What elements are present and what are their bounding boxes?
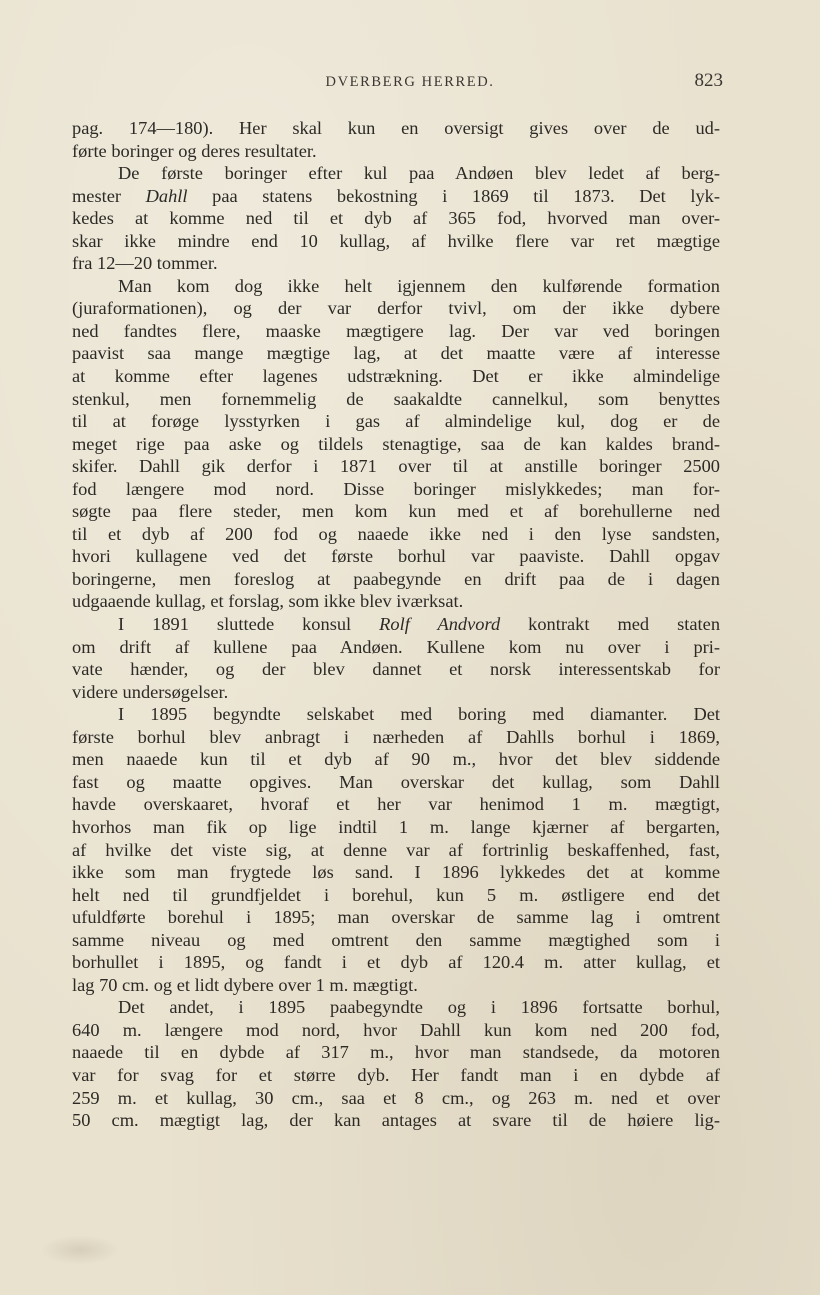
text-line: (juraformationen), og der var derfor tvivl, om der ikke dybere <box>72 298 720 319</box>
text-line: var for svag for et større dyb. Her fandt man i en dybde af <box>72 1064 720 1085</box>
text-line: til at forøge lysstyrken i gas af almindelige kul, dog er de <box>72 411 720 432</box>
text-line: lag 70 cm. og et lidt dybere over 1 m. mægtigt. <box>72 974 418 995</box>
text-line: 259 m. et kullag, 30 cm., saa et 8 cm., og 263 m. ned et over <box>72 1087 720 1108</box>
text-line: 640 m. længere mod nord, hvor Dahll kun kom ned 200 fod, <box>72 1019 720 1040</box>
text-run: kontrakt med staten <box>500 614 721 635</box>
text-line: paavist saa mange mægtige lag, at det maatte være af interesse <box>72 343 720 364</box>
page-header <box>0 70 820 94</box>
text-line: søgte paa flere steder, men kom kun med et af borehullerne ned <box>72 501 720 522</box>
text-line: om drift af kullene paa Andøen. Kullene kom nu over i pri- <box>72 636 720 657</box>
text-line: 50 cm. mægtigt lag, der kan antages at svare til de høiere lig- <box>72 1110 720 1131</box>
text-line: første borhul blev anbragt i nærheden af Dahlls borhul i 1869, <box>72 726 720 747</box>
text-line: at komme efter lagenes udstrækning. Det er ikke almindelige <box>72 366 720 387</box>
text-line: vate hænder, og der blev dannet et norsk interessentskab for <box>72 659 720 680</box>
text-line: pag. 174—180). Her skal kun en oversigt gives over de ud- <box>72 118 720 138</box>
text-line: ned fandtes flere, maaske mægtigere lag. Der var ved boringen <box>72 320 720 341</box>
body-text <box>72 117 720 1132</box>
page-number: 823 <box>694 70 723 91</box>
text-line: udgaaende kullag, et forslag, som ikke blev iværksat. <box>72 591 464 612</box>
text-line: De første boringer efter kul paa Andøen blev ledet af berg- <box>118 163 720 184</box>
text-line: ufuldførte borehul i 1895; man overskar de samme lag i omtrent <box>72 907 720 928</box>
text-line: kedes at komme ned til et dyb af 365 fod, hvorved man over- <box>72 208 720 229</box>
text-run: mester <box>72 185 146 206</box>
text-line: boringerne, men foreslog at paabegynde en drift paa de i dagen <box>72 568 720 589</box>
text-line: førte boringer og deres resultater. <box>72 140 317 161</box>
italic-name: Rolf Andvord <box>379 614 501 635</box>
text-line: Man kom dog ikke helt igjennem den kulførende formation <box>118 275 720 296</box>
text-line: skifer. Dahll gik derfor i 1871 over til at anstille boringer 2500 <box>72 456 720 477</box>
text-line: borhullet i 1895, og fandt i et dyb af 120.4 m. atter kullag, et <box>72 952 720 973</box>
text-line: men naaede kun til et dyb af 90 m., hvor det blev siddende <box>72 749 720 770</box>
text-line: havde overskaaret, hvoraf et her var henimod 1 m. mægtigt, <box>72 794 720 815</box>
text-line: fod længere mod nord. Disse boringer mislykkedes; man for- <box>72 478 720 499</box>
text-line: videre undersøgelser. <box>72 681 229 702</box>
text-line: helt ned til grundfjeldet i borehul, kun 5 m. østligere end det <box>72 884 720 905</box>
text-line: samme niveau og med omtrent den samme mægtighed som i <box>72 929 720 950</box>
text-line: fast og maatte opgives. Man overskar det kullag, som Dahll <box>72 771 720 792</box>
text-line: ikke som man frygtede løs sand. I 1896 lykkedes det at komme <box>72 862 720 883</box>
text-run: paa statens bekostning i 1869 til 1873. Det lyk- <box>187 185 720 206</box>
text-line: fra 12—20 tommer. <box>72 253 218 274</box>
text-line: af hvilke det viste sig, at denne var af fortrinlig beskaffenhed, fast, <box>72 839 720 860</box>
paper-smudge <box>40 1235 120 1265</box>
text-line: stenkul, men fornemmelig de saakaldte cannelkul, som benyttes <box>72 388 720 409</box>
running-head: DVERBERG HERRED. <box>325 74 495 90</box>
italic-name: Dahll <box>145 185 188 206</box>
text-line: til et dyb af 200 fod og naaede ikke ned i den lyse sandsten, <box>72 523 720 544</box>
text-line: skar ikke mindre end 10 kullag, af hvilke flere var ret mægtige <box>72 230 720 251</box>
text-line: I 1895 begyndte selskabet med boring med diamanter. Det <box>118 704 720 725</box>
text-line: naaede til en dybde af 317 m., hvor man standsede, da motoren <box>72 1042 720 1063</box>
text-line: hvori kullagene ved det første borhul var paaviste. Dahll opgav <box>72 546 720 567</box>
text-line: Det andet, i 1895 paabegyndte og i 1896 fortsatte borhul, <box>118 997 720 1018</box>
text-line <box>72 613 720 636</box>
text-run: I 1891 sluttede konsul <box>118 614 380 635</box>
text-line: meget rige paa aske og tildels stenagtige, saa de kan kaldes brand- <box>72 433 720 454</box>
text-line <box>72 185 720 208</box>
text-line: hvorhos man fik op lige indtil 1 m. lange kjærner af bergarten, <box>72 816 720 837</box>
